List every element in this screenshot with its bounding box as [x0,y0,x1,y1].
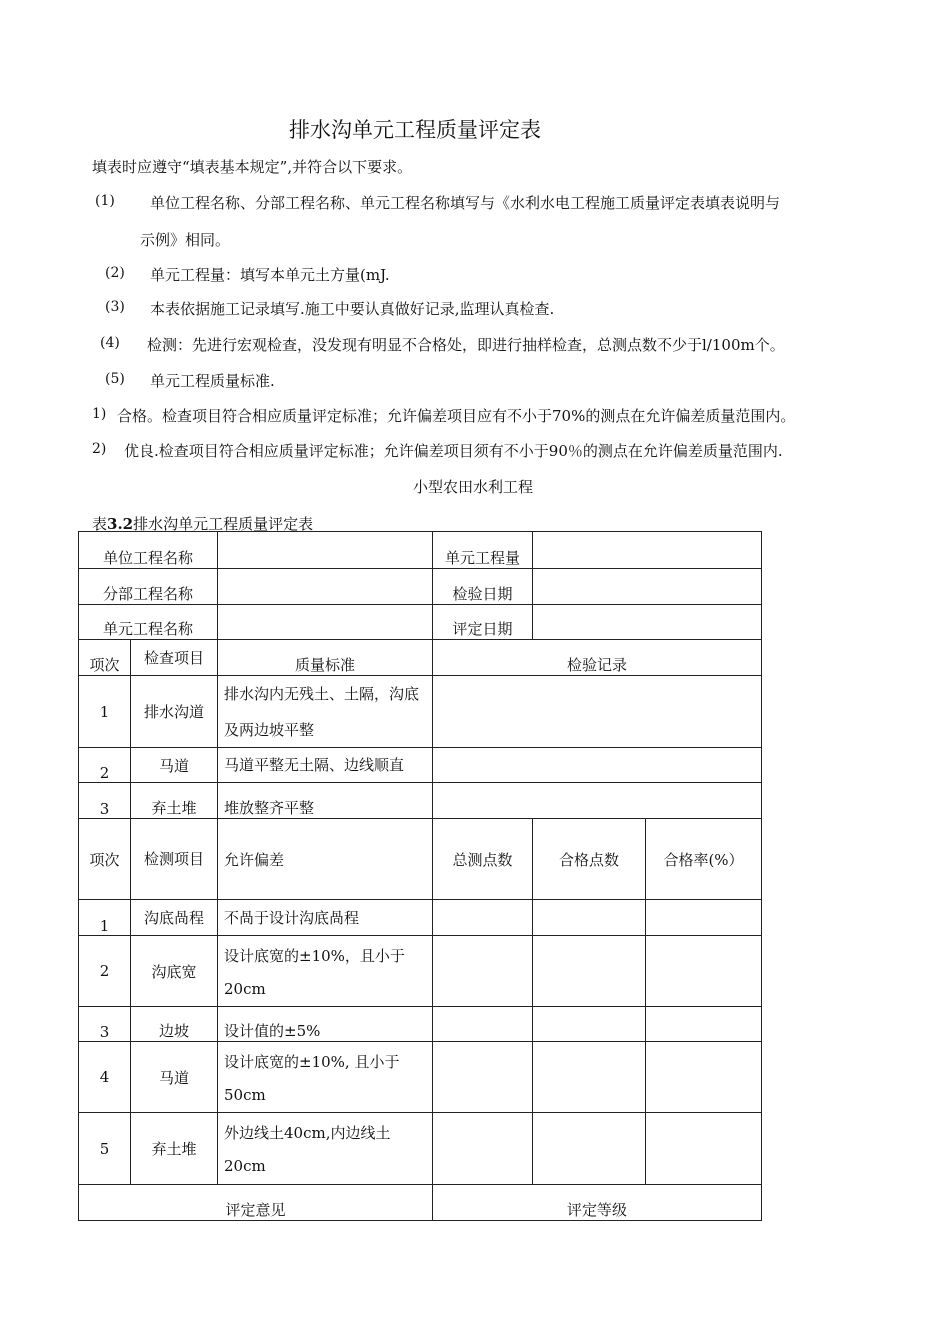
footer-row [79,1185,762,1221]
measure-row-pass[interactable] [533,900,646,936]
header-row-unit [79,532,762,569]
measure-row-item: 弃土堆 [131,1113,218,1185]
check-row-standard: 马道平整无土隔、边线顺直 [218,748,433,783]
unit-project-name-value[interactable] [218,532,433,569]
check-row-record[interactable] [433,783,762,819]
measure-row-tolerance: 设计底宽的±10%，且小于 20cm [218,936,433,1007]
measure-index-header: 项次 [79,819,131,900]
subtitle: 小型农田水利工程 [413,478,534,496]
inspection-date-value[interactable] [533,569,762,605]
check-row [79,783,762,819]
check-row-record[interactable] [433,676,762,748]
measure-row-item: 沟底宽 [131,936,218,1007]
item-4-number: (4) [100,335,120,351]
measure-row-pass[interactable] [533,1113,646,1185]
sub-project-name-label: 分部工程名称 [79,569,218,605]
sub-project-name-value[interactable] [218,569,433,605]
element-project-name-value[interactable] [218,605,433,640]
item-1-text-cont: 示例》相同。 [140,231,231,249]
measure-row-rate[interactable] [646,900,762,936]
item-1-text: 单位工程名称、分部工程名称、单元工程名称填写与《水利水电工程施工质量评定表填表说明与 [150,194,781,212]
measure-row-rate[interactable] [646,936,762,1007]
check-row-index: 1 [79,676,131,748]
evaluation-table [78,531,762,1221]
check-row-item: 弃土堆 [131,783,218,819]
measure-row-tolerance: 设计值的±5% [218,1007,433,1042]
measure-row-index: 1 [79,900,131,936]
grade-1-text: 合格。检查项目符合相应质量评定标准；允许偏差项目应有不小于70%的测点在允许偏差质量范围内。 [117,407,796,425]
measure-row-item: 马道 [131,1042,218,1113]
item-2-text: 单元工程量：填写本单元土方量(mJ. [150,266,390,284]
measure-row-pass[interactable] [533,1042,646,1113]
measure-row-rate[interactable] [646,1042,762,1113]
tolerance-header: 允许偏差 [218,819,433,900]
measure-row-tolerance: 不咼于设计沟底咼程 [218,900,433,936]
header-row-element [79,605,762,640]
check-index-header: 项次 [79,640,131,676]
measure-row [79,900,762,936]
measure-row-pass[interactable] [533,1007,646,1042]
measure-row-index: 3 [79,1007,131,1042]
quantity-value[interactable] [533,532,762,569]
measure-row-item: 边坡 [131,1007,218,1042]
item-4-text: 检测：先进行宏观检查，没发现有明显不合格处，即进行抽样检查，总测点数不少于l/100m个。 [147,336,785,354]
item-1-number: (1) [95,193,115,209]
item-2-number: (2) [105,265,125,281]
check-header-row [79,640,762,676]
check-row-index: 2 [79,748,131,783]
inspection-date-label: 检验日期 [433,569,533,605]
quality-standard-header: 质量标准 [218,640,433,676]
measure-row-tolerance: 设计底宽的±10%, 且小于 50cm [218,1042,433,1113]
element-project-name-label: 单元工程名称 [79,605,218,640]
item-3-number: (3) [105,299,125,315]
total-points-header: 总测点数 [433,819,533,900]
measure-row [79,1113,762,1185]
check-row-item: 排水沟道 [131,676,218,748]
inspection-record-header: 检验记录 [433,640,762,676]
quantity-label: 单元工程量 [433,532,533,569]
measure-row [79,1042,762,1113]
item-3-text: 本表依据施工记录填写.施工中要认真做好记录,监理认真检查. [150,300,555,318]
item-5-text: 单元工程质量标准. [150,372,275,390]
measure-row [79,936,762,1007]
grade-1-number: 1) [92,406,107,422]
measure-row-pass[interactable] [533,936,646,1007]
measure-row-total[interactable] [433,1042,533,1113]
measure-row-rate[interactable] [646,1007,762,1042]
evaluation-opinion-label: 评定意见 [79,1185,433,1221]
grade-2-text: 优良.检查项目符合相应质量评定标准；允许偏差项目须有不小于90％的测点在允许偏差质量范围内. [124,442,783,460]
header-row-sub [79,569,762,605]
check-row [79,748,762,783]
check-row-standard: 排水沟内无残土、土隔，沟底 及两边坡平整 [218,676,433,748]
pass-points-header: 合格点数 [533,819,646,900]
item-5-number: (5) [105,371,125,387]
evaluation-grade-label: 评定等级 [433,1185,762,1221]
measure-row-tolerance: 外边线土40cm,内边线土 20cm [218,1113,433,1185]
measure-row-total[interactable] [433,1007,533,1042]
check-row-standard: 堆放整齐平整 [218,783,433,819]
measure-item-header: 检测项目 [131,819,218,900]
measure-row-total[interactable] [433,1113,533,1185]
check-row-item: 马道 [131,748,218,783]
measure-row-index: 2 [79,936,131,1007]
measure-header-row [79,819,762,900]
measure-row-total[interactable] [433,900,533,936]
measure-row-total[interactable] [433,936,533,1007]
check-row [79,676,762,748]
measure-row-item: 沟底咼程 [131,900,218,936]
measure-row-rate[interactable] [646,1113,762,1185]
check-row-record[interactable] [433,748,762,783]
pass-rate-header: 合格率(%） [646,819,762,900]
measure-row [79,1007,762,1042]
check-item-header: 检查项目 [131,640,218,676]
unit-project-name-label: 单位工程名称 [79,532,218,569]
evaluation-date-value[interactable] [533,605,762,640]
measure-row-index: 4 [79,1042,131,1113]
intro-text: 填表时应遵守“填表基本规定”,并符合以下要求。 [92,158,413,176]
measure-row-index: 5 [79,1113,131,1185]
check-row-index: 3 [79,783,131,819]
grade-2-number: 2) [92,441,107,457]
evaluation-date-label: 评定日期 [433,605,533,640]
page-title: 排水沟单元工程质量评定表 [289,118,541,142]
table-caption: 表3.2排水沟单元工程质量评定表 [92,515,314,533]
